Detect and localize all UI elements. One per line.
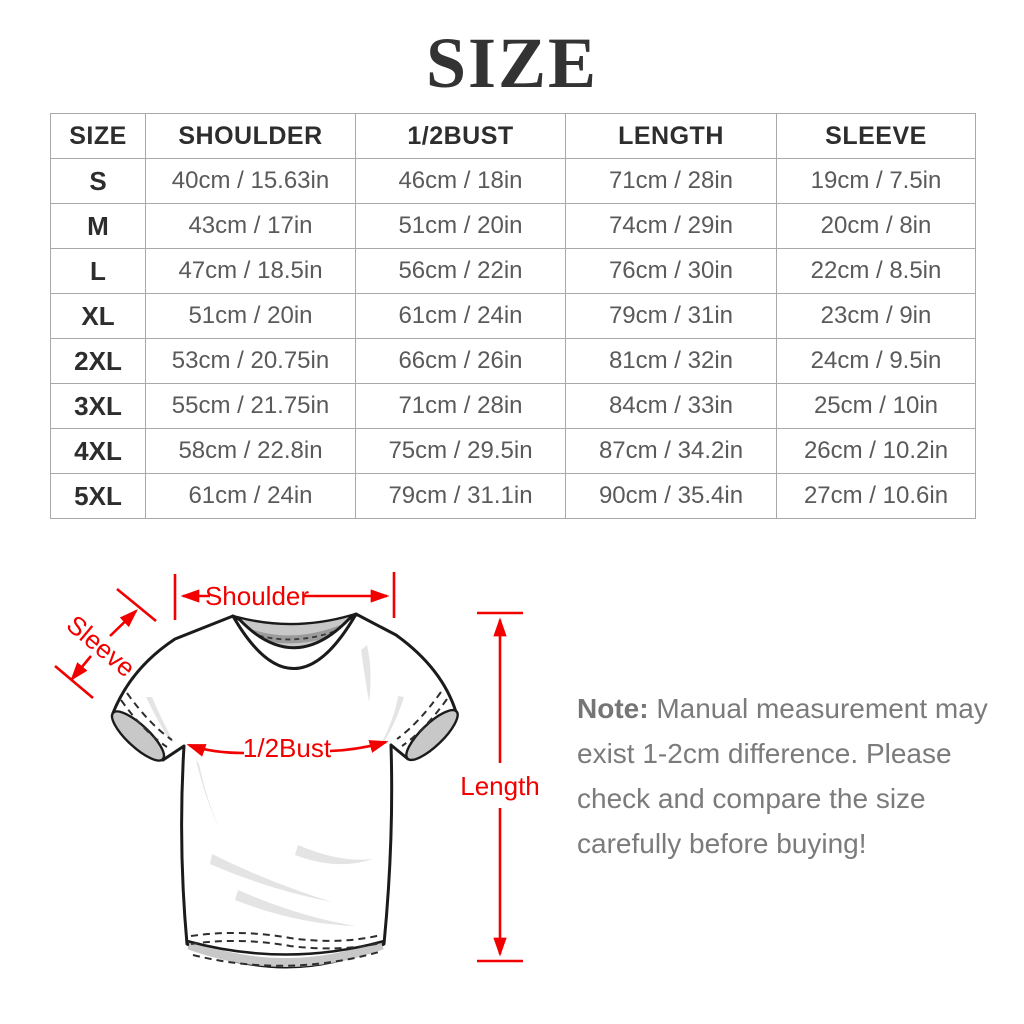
length-cell: 81cm / 32in	[566, 339, 777, 384]
note-line: check and compare the size	[577, 783, 926, 814]
table-row	[51, 474, 976, 519]
sleeve-cell: 23cm / 9in	[777, 294, 976, 339]
length-cell: 71cm / 28in	[566, 159, 777, 204]
note-line-text: Manual measurement may	[656, 693, 988, 724]
length-cell: 76cm / 30in	[566, 249, 777, 294]
bust-cell: 51cm / 20in	[356, 204, 566, 249]
sleeve-tick-bottom	[55, 666, 93, 698]
header-bust: 1/2BUST	[356, 114, 566, 159]
bust-cell: 79cm / 31.1in	[356, 474, 566, 519]
length-cell: 90cm / 35.4in	[566, 474, 777, 519]
shoulder-label: Shoulder	[204, 581, 310, 611]
note-line: carefully before buying!	[577, 828, 867, 859]
size-cell: S	[51, 159, 146, 204]
size-cell: L	[51, 249, 146, 294]
bust-cell: 75cm / 29.5in	[356, 429, 566, 474]
size-cell: 5XL	[51, 474, 146, 519]
page-title: SIZE	[425, 23, 599, 103]
shoulder-cell: 53cm / 20.75in	[146, 339, 356, 384]
sleeve-cell: 19cm / 7.5in	[777, 159, 976, 204]
bust-cell: 61cm / 24in	[356, 294, 566, 339]
size-cell: XL	[51, 294, 146, 339]
note-text	[577, 686, 988, 866]
sleeve-arrow-bottom	[72, 656, 91, 679]
bust-label: 1/2Bust	[242, 733, 332, 763]
size-cell: 4XL	[51, 429, 146, 474]
shoulder-cell: 40cm / 15.63in	[146, 159, 356, 204]
length-cell: 84cm / 33in	[566, 384, 777, 429]
shoulder-cell: 58cm / 22.8in	[146, 429, 356, 474]
sleeve-cell: 26cm / 10.2in	[777, 429, 976, 474]
table-row	[51, 384, 976, 429]
sleeve-cell: 22cm / 8.5in	[777, 249, 976, 294]
bust-cell: 46cm / 18in	[356, 159, 566, 204]
sleeve-cell: 27cm / 10.6in	[777, 474, 976, 519]
table-row	[51, 159, 976, 204]
bust-cell: 71cm / 28in	[356, 384, 566, 429]
sleeve-cell: 20cm / 8in	[777, 204, 976, 249]
bust-cell: 66cm / 26in	[356, 339, 566, 384]
shoulder-cell: 51cm / 20in	[146, 294, 356, 339]
sleeve-arrow-top	[110, 611, 136, 636]
shoulder-cell: 61cm / 24in	[146, 474, 356, 519]
table-row	[51, 294, 976, 339]
sleeve-cell: 24cm / 9.5in	[777, 339, 976, 384]
note-line	[577, 686, 988, 731]
table-header-row	[51, 114, 976, 159]
table-row	[51, 249, 976, 294]
length-label: Length	[460, 771, 540, 801]
size-cell: 2XL	[51, 339, 146, 384]
sleeve-label: Sleeve	[60, 608, 142, 684]
size-cell: 3XL	[51, 384, 146, 429]
shoulder-cell: 55cm / 21.75in	[146, 384, 356, 429]
sleeve-tick-top	[117, 589, 156, 621]
sleeve-cell: 25cm / 10in	[777, 384, 976, 429]
header-shoulder: SHOULDER	[146, 114, 356, 159]
header-size: SIZE	[51, 114, 146, 159]
note-line: exist 1-2cm difference. Please	[577, 738, 952, 769]
tshirt-illustration	[106, 614, 464, 967]
header-sleeve: SLEEVE	[777, 114, 976, 159]
length-cell: 74cm / 29in	[566, 204, 777, 249]
note-prefix: Note:	[577, 693, 649, 724]
shoulder-dimension	[175, 572, 394, 620]
bust-cell: 56cm / 22in	[356, 249, 566, 294]
table-row	[51, 429, 976, 474]
table-row	[51, 204, 976, 249]
length-cell: 87cm / 34.2in	[566, 429, 777, 474]
header-length: LENGTH	[566, 114, 777, 159]
shoulder-cell: 47cm / 18.5in	[146, 249, 356, 294]
size-chart-table	[50, 113, 976, 519]
table-row	[51, 339, 976, 384]
length-dimension	[460, 613, 540, 961]
shoulder-cell: 43cm / 17in	[146, 204, 356, 249]
size-cell: M	[51, 204, 146, 249]
length-cell: 79cm / 31in	[566, 294, 777, 339]
